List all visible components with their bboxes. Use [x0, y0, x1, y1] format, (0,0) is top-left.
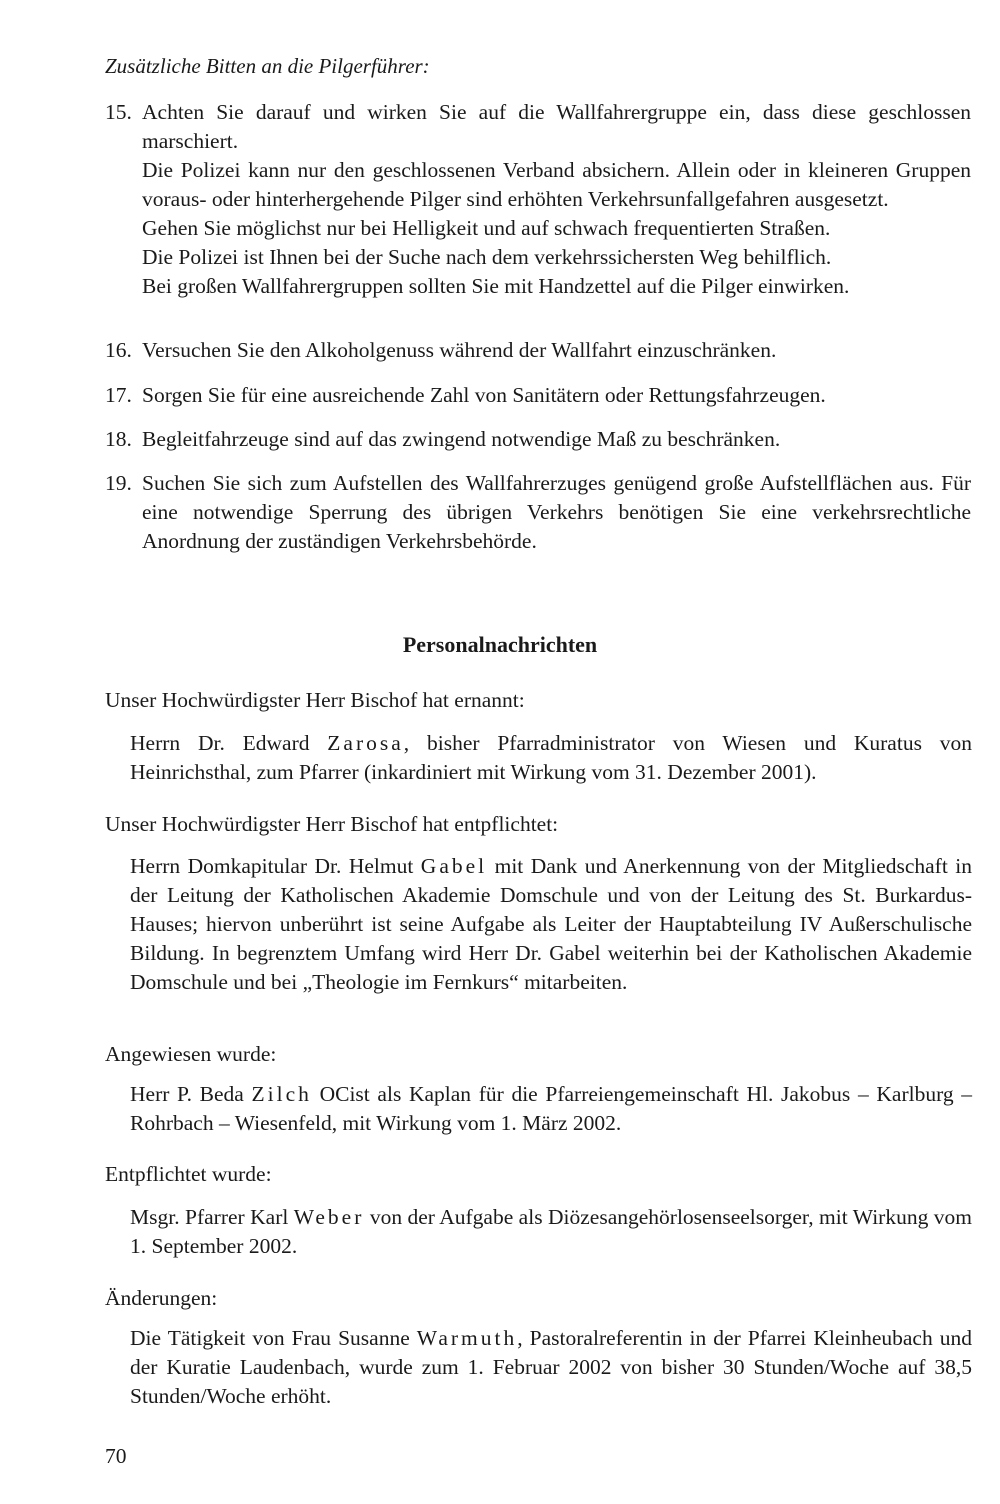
list-item	[105, 469, 971, 556]
item-paragraph: Die Polizei ist Ihnen bei der Suche nach dem verkehrssichersten Weg behilflich.	[142, 245, 832, 269]
item-number: 17.	[105, 383, 132, 407]
section-title: Personalnachrichten	[402, 632, 598, 657]
list-item	[105, 425, 971, 454]
announcement-entry: Msgr. Pfarrer Karl Weber von der Aufgabe als Diözesangehörlosenseelsorger, mit Wirkung vom 1. September 2002.	[130, 1205, 972, 1258]
announcement-entry: Die Tätigkeit von Frau Susanne Warmuth, Pastoralreferentin in der Pfarrei Kleinheubach und der Kuratie Laudenbach, wurde zum 1. Februar 2002 von bisher 30 Stunden/Woche auf 38,5 Stunden/Woche erhöht.	[130, 1326, 972, 1408]
item-paragraph: Gehen Sie möglichst nur bei Helligkeit und auf schwach frequentierten Straßen.	[142, 216, 831, 240]
person-name: Zilch	[251, 1082, 312, 1106]
item-number: 19.	[105, 471, 132, 495]
person-name: Gabel	[420, 854, 488, 878]
person-name: Weber	[293, 1205, 365, 1229]
list-item	[105, 336, 971, 365]
announcement-label: Entpflichtet wurde:	[105, 1162, 272, 1186]
item-paragraph: Achten Sie darauf und wirken Sie auf die Wallfahrergruppe ein, dass diese geschlossen marschiert.	[142, 100, 971, 153]
item-text: Begleitfahrzeuge sind auf das zwingend notwendige Maß zu beschränken.	[142, 427, 781, 451]
announcement-label: Änderungen:	[105, 1286, 218, 1310]
item-paragraph: Die Polizei kann nur den geschlossenen Verband absichern. Allein oder in kleineren Gruppen voraus- oder hinterhergehende Pilger sind erhöhten Verkehrsunfallgefahren ausgesetzt.	[142, 158, 971, 211]
item-text: Versuchen Sie den Alkoholgenuss während der Wallfahrt einzuschränken.	[142, 338, 777, 362]
item-number: 16.	[105, 338, 132, 362]
list-item	[105, 98, 971, 301]
instructions-heading: Zusätzliche Bitten an die Pilgerführer:	[105, 54, 430, 78]
announcement-label: Unser Hochwürdigster Herr Bischof hat entpflichtet:	[105, 812, 559, 836]
announcement-entry: Herrn Domkapitular Dr. Helmut Gabel mit Dank und Anerkennung von der Mitgliedschaft in der Leitung der Katholischen Akademie Domschule und von der Leitung des St. Burkardus-Hauses; hiervon unberührt ist seine Aufgabe als Leiter der Hauptabteilung IV Außerschulische Bildung. In begrenztem Umfang wird Herr Dr. Gabel weiterhin bei der Katholischen Akademie Domschule und bei „Theologie im Fernkurs“ mitarbeiten.	[130, 854, 973, 994]
item-number: 15.	[105, 100, 132, 124]
announcement-entry: Herr P. Beda Zilch OCist als Kaplan für die Pfarreiengemeinschaft Hl. Jakobus – Karlburg – Rohrbach – Wiesenfeld, mit Wirkung vom 1. März 2002.	[130, 1082, 973, 1135]
list-item	[105, 381, 971, 410]
announcement-label: Unser Hochwürdigster Herr Bischof hat ernannt:	[105, 688, 525, 712]
item-number: 18.	[105, 427, 132, 451]
item-paragraph: Bei großen Wallfahrergruppen sollten Sie mit Handzettel auf die Pilger einwirken.	[142, 274, 850, 298]
announcement-label: Angewiesen wurde:	[105, 1042, 277, 1066]
person-name: Zarosa	[327, 731, 404, 755]
announcement-entry: Herrn Dr. Edward Zarosa, bisher Pfarradministrator von Wiesen und Kuratus von Heinrichsthal, zum Pfarrer (inkardiniert mit Wirkung vom 31. Dezember 2001).	[130, 731, 972, 784]
item-text: Suchen Sie sich zum Aufstellen des Wallfahrerzuges genügend große Aufstellflächen aus. Für eine notwendige Sperrung des übrigen Verkehrs benötigen Sie eine verkehrsrechtliche Anordnung der zuständigen Verkehrsbehörde.	[142, 471, 971, 553]
person-name: Warmuth	[416, 1326, 518, 1350]
item-text: Sorgen Sie für eine ausreichende Zahl von Sanitätern oder Rettungsfahrzeugen.	[142, 383, 826, 407]
page-number: 70	[105, 1444, 127, 1468]
